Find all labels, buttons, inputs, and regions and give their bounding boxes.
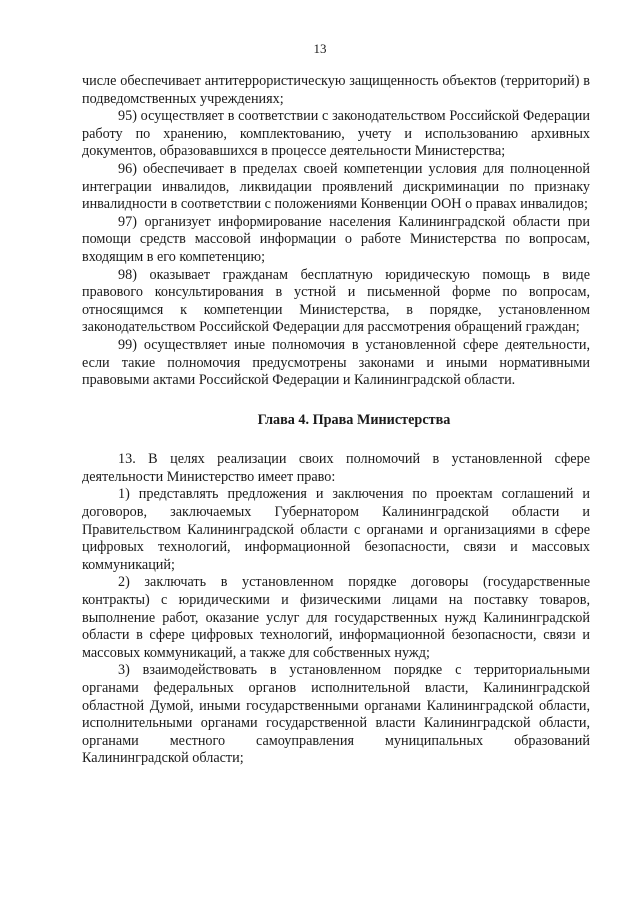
paragraph-item-95: 95) осуществляет в соответствии с законодательством Российской Федерации работу по хранению, комплектованию, учету и использованию архивных документов, образовавшихся в процессе деятельности Министерства; <box>82 108 590 160</box>
paragraph-continuation: числе обеспечивает антитеррористическую защищенность объектов (территорий) в подведомственных учреждениях; <box>82 73 590 107</box>
document-body <box>82 73 590 768</box>
chapter-heading: Глава 4. Права Министерства <box>257 411 451 428</box>
paragraph-item-98: 98) оказывает гражданам бесплатную юридическую помощь в виде правового консультирования в устной и письменной форме по вопросам, относящимся к компетенции Министерства, в порядке, установленном законодательством Российской Федерации для рассмотрения обращений граждан; <box>82 266 590 336</box>
paragraph-section-13: 13. В целях реализации своих полномочий в установленной сфере деятельности Министерство имеет право: <box>82 451 590 485</box>
paragraph-right-1: 1) представлять предложения и заключения по проектам соглашений и договоров, заключаемых Губернатором Калининградской области и Правительством Калининградской области с органами и организациями в сфере цифровых технологий, информационной безопасности, связи и массовых коммуникаций; <box>82 486 590 573</box>
paragraph-item-96: 96) обеспечивает в пределах своей компетенции условия для полноценной интеграции инвалидов, ликвидации проявлений дискриминации по признаку инвалидности в соответствии с положениями Конвенции ООН о правах инвалидов; <box>82 160 590 213</box>
paragraph-right-2: 2) заключать в установленном порядке договоры (государственные контракты) с юридическими и физическими лицами на поставку товаров, выполнение работ, оказание услуг для государственных нужд Калининградской области в сфере цифровых технологий, информационной безопасности, связи и массовых коммуникаций, а также для собственных нужд; <box>82 574 590 661</box>
paragraph-item-99: 99) осуществляет иные полномочия в установленной сфере деятельности, если такие полномочия предусмотрены законами и иными нормативными правовыми актами Российской Федерации и Калининградской области. <box>82 336 590 389</box>
page-number: 13 <box>313 41 327 56</box>
paragraph-item-97: 97) организует информирование населения Калининградской области при помощи средств массовой информации о работе Министерства по вопросам, входящим в его компетенцию; <box>82 213 590 265</box>
paragraph-right-3: 3) взаимодействовать в установленном порядке с территориальными органами федеральных органов исполнительной власти, Калининградской областной Думой, иными государственными органами Калининградской области, исполнительными органами государственной власти Калининградской области, органами местного самоуправления муниципальных образований Калининградской области; <box>82 662 590 767</box>
